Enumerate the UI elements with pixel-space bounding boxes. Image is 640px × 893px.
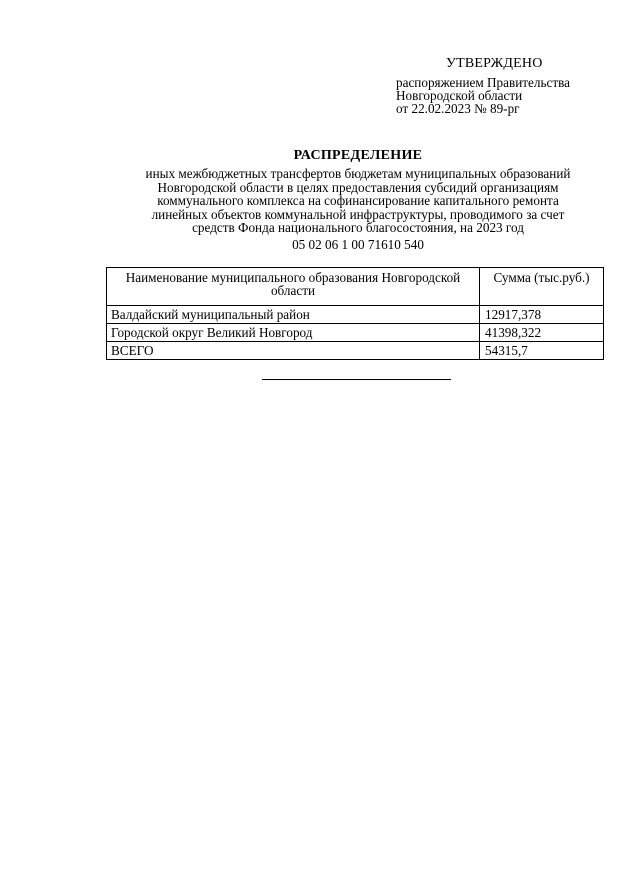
approved-stamp: УТВЕРЖДЕНО: [446, 56, 543, 71]
sum-cell: 12917,378: [480, 306, 604, 324]
municipality-name-cell: Городской округ Великий Новгород: [107, 324, 480, 342]
subtitle-line: линейных объектов коммунальной инфраструктуры, проводимого за счет: [151, 206, 565, 222]
total-sum-cell: 54315,7: [480, 342, 604, 360]
subtitle-line: иных межбюджетных трансфертов бюджетам муниципальных образований: [145, 166, 571, 181]
approval-line: от 22.02.2023 № 89-рг: [396, 101, 520, 116]
subtitle-line: Новгородской области в целях предоставления субсидий организациям: [157, 179, 559, 195]
table-row: [107, 324, 604, 342]
document-subtitle: [80, 167, 636, 235]
approval-line: Новгородской области: [396, 88, 523, 103]
closing-divider: [262, 379, 451, 380]
municipality-name-cell: Валдайский муниципальный район: [107, 306, 480, 324]
total-label-cell: ВСЕГО: [107, 342, 480, 360]
approval-reference: [396, 76, 570, 115]
table-row: [107, 306, 604, 324]
approval-line: распоряжением Правительства: [396, 75, 570, 90]
sum-cell: 41398,322: [480, 324, 604, 342]
table-header-row: [107, 268, 604, 306]
distribution-table: [106, 267, 604, 360]
column-header-name: Наименование муниципального образования Новгородской области: [107, 268, 480, 306]
budget-classification-code: 05 02 06 1 00 71610 540: [292, 237, 424, 252]
column-header-sum: Сумма (тыс.руб.): [480, 268, 604, 306]
document-title: РАСПРЕДЕЛЕНИЕ: [293, 148, 423, 163]
subtitle-line: средств Фонда национального благосостояния, на 2023 год: [192, 220, 524, 236]
subtitle-line: коммунального комплекса на софинансирование капитального ремонта: [157, 193, 559, 209]
table-total-row: [107, 342, 604, 360]
